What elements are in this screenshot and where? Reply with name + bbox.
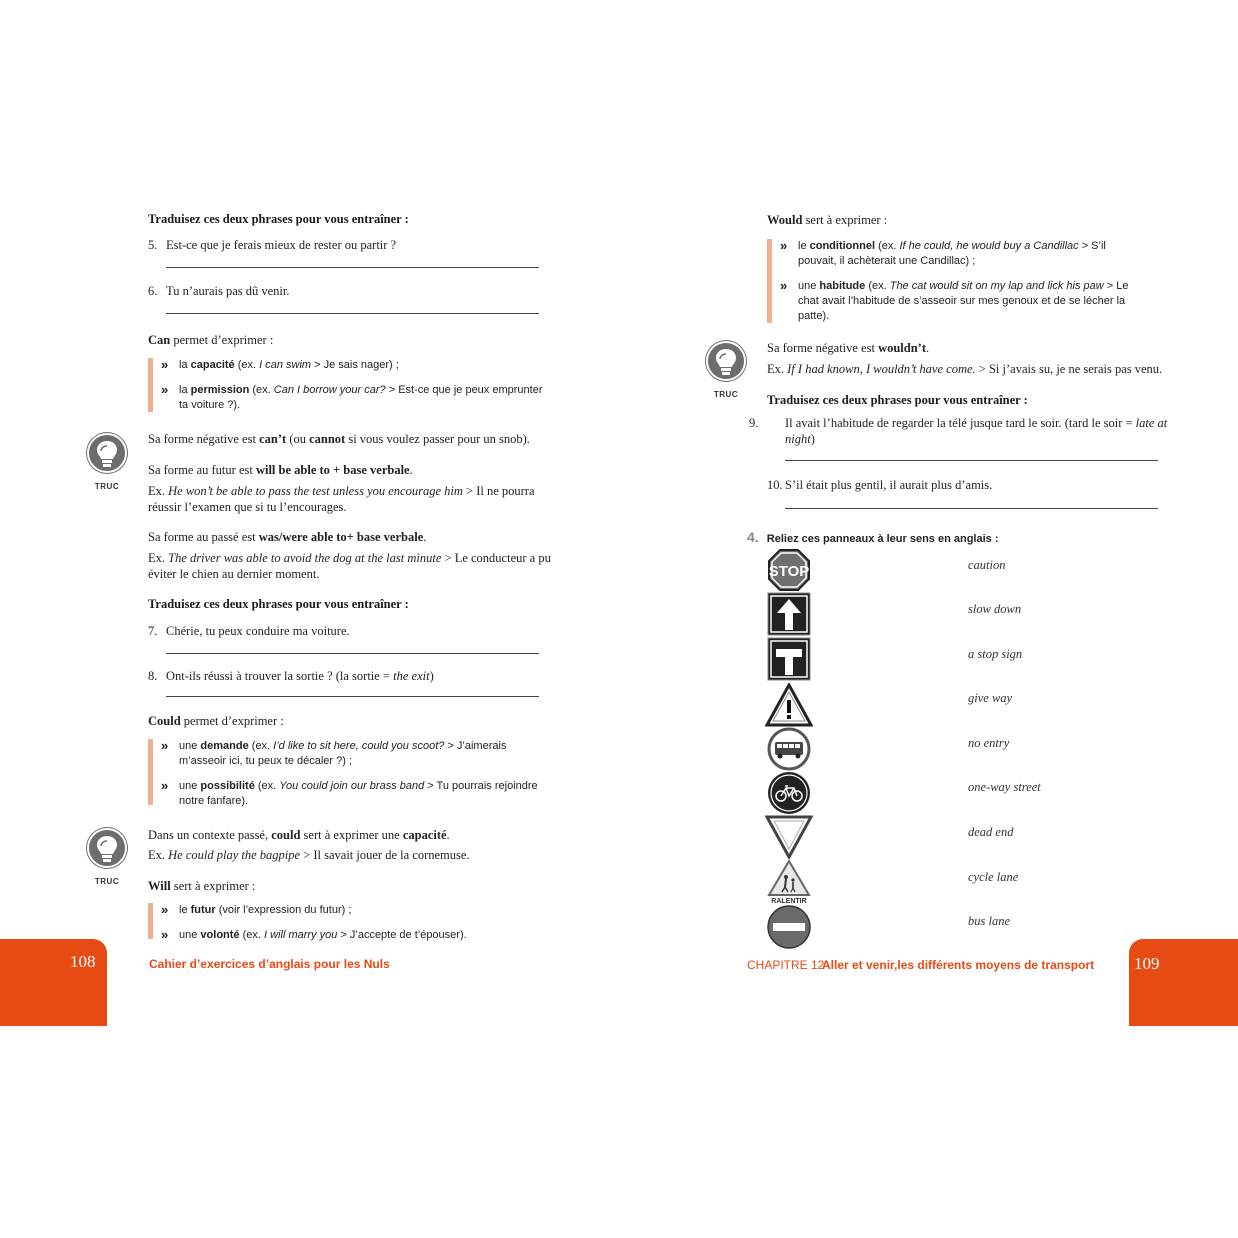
lightbulb-icon <box>705 340 747 382</box>
question-7: 7. Chérie, tu peux conduire ma voiture. <box>148 624 350 638</box>
meaning-caution[interactable]: caution <box>968 558 1006 572</box>
truc-tip-badge: TRUC <box>85 827 129 886</box>
question-9: 9. Il avait l’habitude de regarder la télé jusque tard le soir. (tard le soir = late at night) <box>749 416 1168 446</box>
would-bullets <box>767 239 1147 323</box>
bus-lane-sign-icon[interactable] <box>767 727 811 771</box>
could-bullet-possibilite: » une possibilité (ex. You could join our brass band > Tu pourrais rejoindre notre fanfare). <box>161 778 538 807</box>
slow-down-sign-text: RALENTIR <box>771 898 807 905</box>
would-bullet-habitude: » une habitude (ex. The cat would sit on my lap and lick his paw > Le chat avait l’habitude de s’asseoir sur mes genoux et de se lécher la patte). <box>780 278 1129 322</box>
can-intro: Can permet d’exprimer : <box>148 333 274 347</box>
question-6: 6. Tu n’aurais pas dû venir. <box>148 284 290 298</box>
meaning-dead-end[interactable]: dead end <box>968 825 1014 839</box>
slow-down-sign-icon[interactable] <box>767 859 811 905</box>
meaning-no-entry[interactable]: no entry <box>968 736 1010 750</box>
could-bullets <box>148 739 548 805</box>
dead-end-sign-icon[interactable] <box>767 637 811 681</box>
give-way-sign-icon[interactable] <box>765 815 813 859</box>
exercise-heading: Traduisez ces deux phrases pour vous entraîner : <box>767 393 1028 407</box>
answer-line-9[interactable] <box>785 460 1158 461</box>
no-entry-sign-icon[interactable] <box>767 905 811 949</box>
can-bullets <box>148 358 548 412</box>
question-10: 10. S’il était plus gentil, il aurait plus d’amis. <box>767 478 993 492</box>
meaning-stop-sign[interactable]: a stop sign <box>968 647 1023 661</box>
chevron-right-icon: » <box>161 738 169 753</box>
will-bullet-volonte: » une volonté (ex. I will marry you > J’accepte de t’épouser). <box>161 927 467 942</box>
chapter-label: CHAPITRE 12 <box>747 958 825 972</box>
exercise-heading: Traduisez ces deux phrases pour vous entraîner : <box>148 597 409 611</box>
meaning-bus-lane[interactable]: bus lane <box>968 914 1011 928</box>
answer-line-10[interactable] <box>785 508 1158 509</box>
chevron-right-icon: » <box>161 927 169 942</box>
meaning-one-way-street[interactable]: one-way street <box>968 780 1041 794</box>
stop-sign-text: STOP <box>768 563 810 580</box>
answer-line-5[interactable] <box>166 267 539 268</box>
can-future: Sa forme au futur est will be able to + base verbale. <box>148 463 413 477</box>
stop-sign-icon[interactable] <box>767 548 811 592</box>
lightbulb-icon <box>86 432 128 474</box>
answer-line-8[interactable] <box>166 696 539 697</box>
can-bullet-permission: » la permission (ex. Can I borrow your car? > Est-ce que je peux emprunter ta voiture ?). <box>161 382 543 411</box>
will-intro: Will sert à exprimer : <box>148 879 256 893</box>
chevron-right-icon: » <box>161 902 169 917</box>
exercise-heading: Traduisez ces deux phrases pour vous entraîner : <box>148 212 409 226</box>
answer-line-7[interactable] <box>166 653 539 654</box>
one-way-sign-icon[interactable] <box>767 592 811 636</box>
would-negative: Sa forme négative est wouldn’t. <box>767 341 930 355</box>
can-past: Sa forme au passé est was/were able to+ base verbale. <box>148 530 427 544</box>
caution-sign-icon[interactable] <box>765 683 813 727</box>
truc-tip-badge: TRUC <box>85 432 129 491</box>
can-negative: Sa forme négative est can’t (ou cannot si vous voulez passer pour un snob). <box>148 432 530 446</box>
can-past-example: Ex. The driver was able to avoid the dog at the last minute > Le conducteur a pu éviter le chien au dernier moment. <box>148 551 551 581</box>
meaning-slow-down[interactable]: slow down <box>968 602 1022 616</box>
chapter-title: Aller et venir,les différents moyens de transport <box>822 958 1095 972</box>
chevron-right-icon: » <box>780 238 788 253</box>
will-bullets <box>148 902 548 942</box>
can-future-example: Ex. He won’t be able to pass the test unless you encourage him > Il ne pourra réussir l’examen que si tu l’encourages. <box>148 484 535 514</box>
could-past-context: Dans un contexte passé, could sert à exprimer une capacité. <box>148 828 450 842</box>
would-bullet-conditionnel: » le conditionnel (ex. If he could, he would buy a Candillac > S’il pouvait, il achèterait une Candillac) ; <box>780 238 1106 267</box>
truc-tip-badge: TRUC <box>704 340 748 399</box>
chevron-right-icon: » <box>780 278 788 293</box>
meaning-cycle-lane[interactable]: cycle lane <box>968 870 1019 884</box>
will-bullet-futur: » le futur (voir l’expression du futur) ; <box>161 902 352 917</box>
would-negative-example: Ex. If I had known, I wouldn’t have come. > Si j’avais su, je ne serais pas venu. <box>767 362 1163 376</box>
could-intro: Could permet d’exprimer : <box>148 714 284 728</box>
would-intro: Would sert à exprimer : <box>767 213 888 227</box>
question-8: 8. Ont-ils réussi à trouver la sortie ? (la sortie = the exit) <box>148 669 434 683</box>
question-5: 5. Est-ce que je ferais mieux de rester ou partir ? <box>148 238 397 252</box>
answer-line-6[interactable] <box>166 313 539 314</box>
could-bullet-demande: » une demande (ex. I’d like to sit here, could you scoot? > J’aimerais m’asseoir ici, tu peux te décaler ?) ; <box>161 738 507 767</box>
could-past-example: Ex. He could play the bagpipe > Il savait jouer de la cornemuse. <box>148 848 470 862</box>
lightbulb-icon <box>86 827 128 869</box>
meaning-give-way[interactable]: give way <box>968 691 1013 705</box>
book-title: Cahier d’exercices d’anglais pour les Nuls <box>149 957 390 971</box>
exercise-4-title: 4. Reliez ces panneaux à leur sens en anglais : <box>747 529 999 545</box>
page-number: 108 <box>70 952 96 971</box>
chevron-right-icon: » <box>161 778 169 793</box>
can-bullet-capacite: » la capacité (ex. I can swim > Je sais nager) ; <box>161 357 399 372</box>
chevron-right-icon: » <box>161 382 169 397</box>
cycle-lane-sign-icon[interactable] <box>767 771 811 815</box>
page-number: 109 <box>1134 954 1160 973</box>
page-footer-tab <box>1129 939 1238 1026</box>
chevron-right-icon: » <box>161 357 169 372</box>
